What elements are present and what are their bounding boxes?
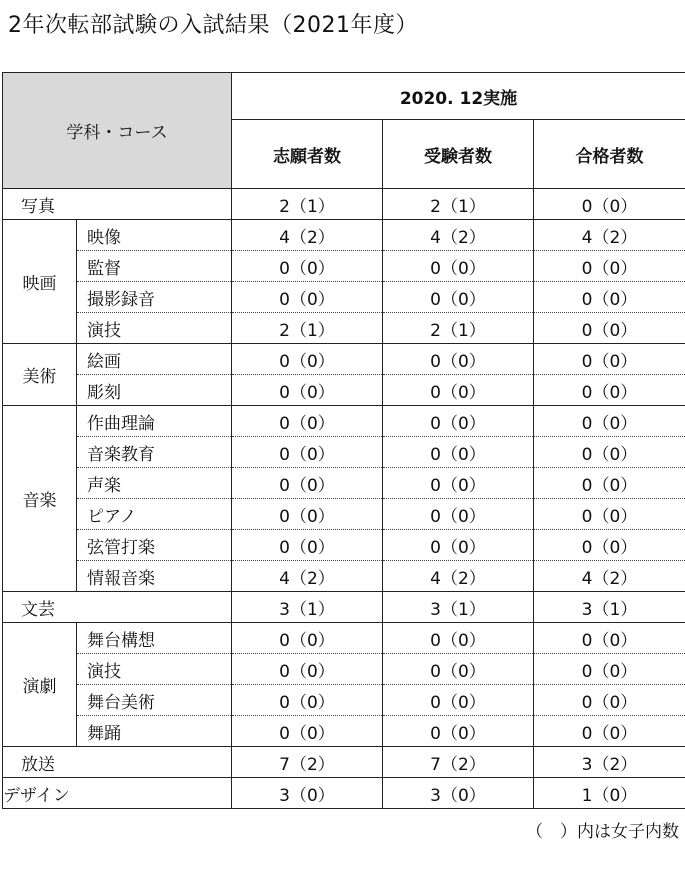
examinees-cell: 3（0） [383,778,534,809]
applicants-cell: 0（0） [232,654,383,685]
passed-cell: 1（0） [534,778,685,809]
sub-label: 演技 [77,654,232,685]
examinees-cell: 0（0） [383,499,534,530]
passed-cell: 0（0） [534,189,685,220]
sub-label: 彫刻 [77,375,232,406]
passed-cell: 0（0） [534,654,685,685]
sub-label: 絵画 [77,344,232,375]
passed-cell: 0（0） [534,313,685,344]
applicants-cell: 0（0） [232,375,383,406]
sub-label: 弦管打楽 [77,530,232,561]
examinees-cell: 0（0） [383,468,534,499]
table-row [3,189,685,220]
sub-label: 音楽教育 [77,437,232,468]
table-row [3,530,685,561]
examinees-cell: 4（2） [383,561,534,592]
table-row [3,251,685,282]
passed-cell: 3（2） [534,747,685,778]
header-examinees: 受験者数 [383,120,534,189]
sub-label: ピアノ [77,499,232,530]
table-row [3,313,685,344]
passed-cell: 0（0） [534,406,685,437]
examinees-cell: 0（0） [383,685,534,716]
sub-label: 舞踊 [77,716,232,747]
applicants-cell: 2（1） [232,189,383,220]
table-row [3,716,685,747]
group-label: 美術 [3,344,77,406]
table-row [3,747,685,778]
table-row [3,778,685,809]
sub-label: 作曲理論 [77,406,232,437]
header-passed: 合格者数 [534,120,685,189]
examinees-cell: 2（1） [383,189,534,220]
table-row [3,592,685,623]
row-label: 放送 [3,747,232,778]
applicants-cell: 4（2） [232,220,383,251]
sub-label: 演技 [77,313,232,344]
passed-cell: 0（0） [534,282,685,313]
applicants-cell: 4（2） [232,561,383,592]
passed-cell: 0（0） [534,623,685,654]
applicants-cell: 0（0） [232,530,383,561]
sub-label: 舞台構想 [77,623,232,654]
passed-cell: 0（0） [534,685,685,716]
table-row [3,468,685,499]
page-title: 2年次転部試験の入試結果（2021年度） [8,13,418,38]
passed-cell: 3（1） [534,592,685,623]
row-label: デザイン [3,778,232,809]
applicants-cell: 2（1） [232,313,383,344]
examinees-cell: 0（0） [383,623,534,654]
header-course: 学科・コース [3,73,232,189]
passed-cell: 0（0） [534,437,685,468]
passed-cell: 4（2） [534,220,685,251]
passed-cell: 0（0） [534,468,685,499]
examinees-cell: 0（0） [383,344,534,375]
sub-label: 映像 [77,220,232,251]
examinees-cell: 0（0） [383,406,534,437]
applicants-cell: 0（0） [232,468,383,499]
passed-cell: 0（0） [534,716,685,747]
applicants-cell: 3（0） [232,778,383,809]
results-table [2,72,685,809]
table-row [3,375,685,406]
applicants-cell: 3（1） [232,592,383,623]
examinees-cell: 2（1） [383,313,534,344]
examinees-cell: 0（0） [383,716,534,747]
applicants-cell: 0（0） [232,623,383,654]
examinees-cell: 3（1） [383,592,534,623]
passed-cell: 4（2） [534,561,685,592]
applicants-cell: 0（0） [232,437,383,468]
passed-cell: 0（0） [534,375,685,406]
examinees-cell: 0（0） [383,251,534,282]
examinees-cell: 0（0） [383,437,534,468]
table-row [3,220,685,251]
row-label: 文芸 [3,592,232,623]
group-label: 演劇 [3,623,77,747]
table-row [3,685,685,716]
sub-label: 撮影録音 [77,282,232,313]
table-row [3,499,685,530]
applicants-cell: 0（0） [232,716,383,747]
header-date: 2020. 12実施 [232,73,685,120]
applicants-cell: 0（0） [232,499,383,530]
table-row [3,623,685,654]
applicants-cell: 0（0） [232,344,383,375]
header-applicants: 志願者数 [232,120,383,189]
table-row [3,561,685,592]
applicants-cell: 7（2） [232,747,383,778]
applicants-cell: 0（0） [232,251,383,282]
table-row [3,344,685,375]
passed-cell: 0（0） [534,499,685,530]
examinees-cell: 7（2） [383,747,534,778]
table-row [3,282,685,313]
sub-label: 情報音楽 [77,561,232,592]
table-row [3,654,685,685]
examinees-cell: 4（2） [383,220,534,251]
applicants-cell: 0（0） [232,406,383,437]
examinees-cell: 0（0） [383,654,534,685]
sub-label: 声楽 [77,468,232,499]
sub-label: 監督 [77,251,232,282]
passed-cell: 0（0） [534,344,685,375]
passed-cell: 0（0） [534,251,685,282]
passed-cell: 0（0） [534,530,685,561]
applicants-cell: 0（0） [232,282,383,313]
table-row [3,406,685,437]
table-row [3,437,685,468]
group-label: 音楽 [3,406,77,592]
footnote: （ ）内は女子内数 [526,822,679,842]
examinees-cell: 0（0） [383,530,534,561]
sub-label: 舞台美術 [77,685,232,716]
applicants-cell: 0（0） [232,685,383,716]
row-label: 写真 [3,189,232,220]
group-label: 映画 [3,220,77,344]
examinees-cell: 0（0） [383,282,534,313]
examinees-cell: 0（0） [383,375,534,406]
